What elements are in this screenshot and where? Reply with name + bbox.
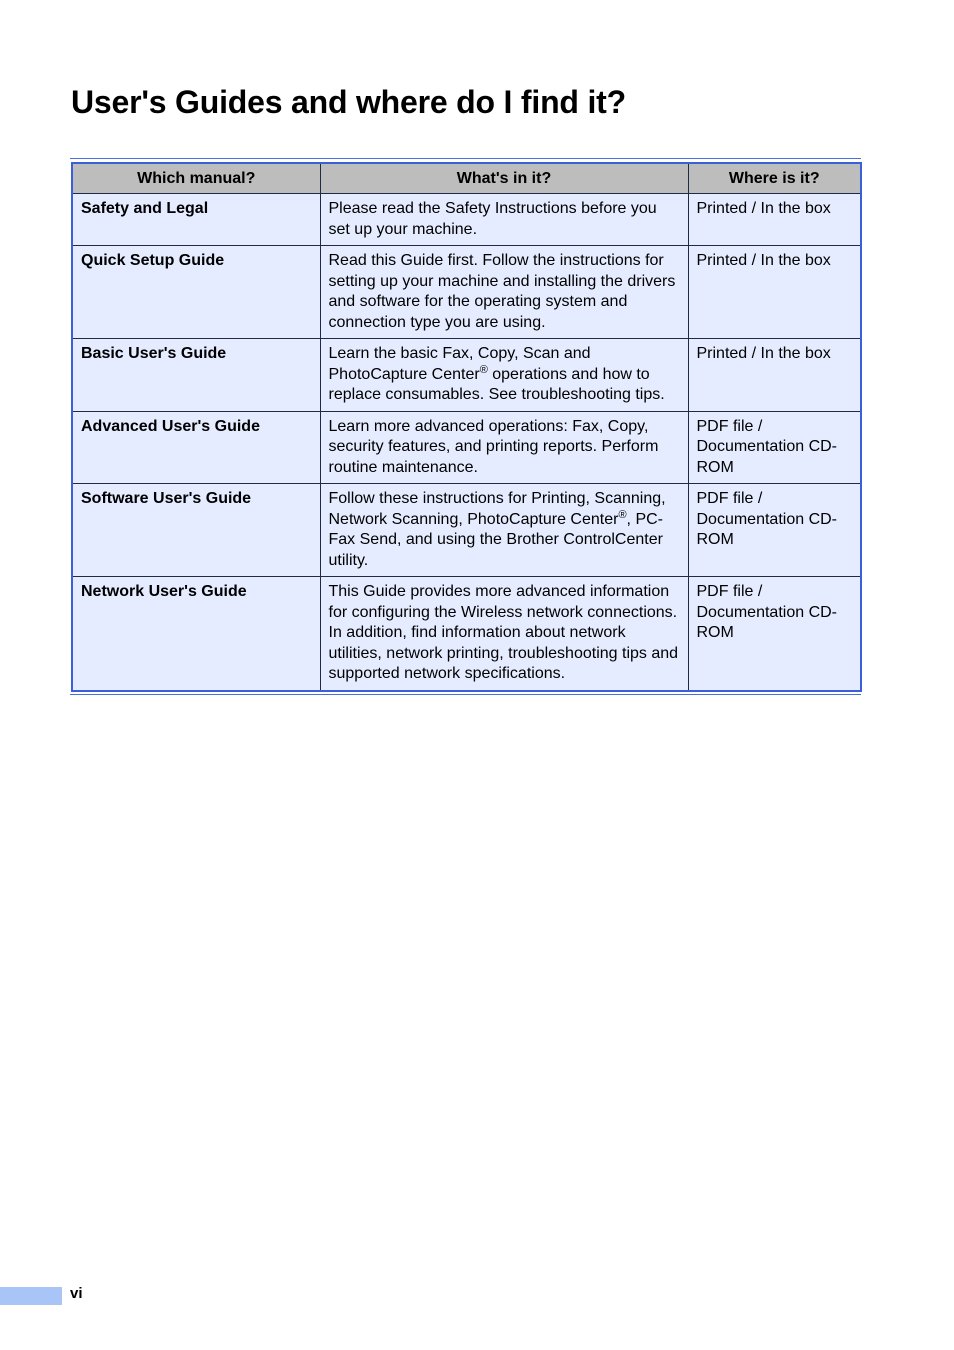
page-number: vi (70, 1285, 83, 1302)
table-row (72, 484, 861, 577)
contents-cell (320, 411, 688, 484)
location-cell: Printed / In the box (688, 194, 861, 246)
contents-text: This Guide provides more advanced information for configuring the Wireless network connections. In addition, find information about network utilities, network printing, troubleshooting tips and supported network specifications. (328, 583, 679, 682)
contents-text: Follow these instructions for Printing, Scanning, Network Scanning, PhotoCapture Center (328, 490, 666, 528)
contents-text: Read this Guide first. Follow the instructions for setting up your machine and installing the drivers and software for the operating system and connection type you are using. (328, 252, 676, 331)
table-row (72, 577, 861, 691)
contents-cell (320, 484, 688, 577)
table-row (72, 194, 861, 246)
table-row (72, 339, 861, 412)
page-tab-marker (0, 1287, 62, 1305)
manual-name-cell: Basic User's Guide (72, 339, 320, 412)
guides-table (71, 162, 862, 692)
registered-mark: ® (618, 508, 627, 521)
contents-cell (320, 339, 688, 412)
registered-mark: ® (479, 363, 488, 376)
guides-table-frame (70, 158, 861, 695)
location-cell: PDF file / Documentation CD-ROM (688, 411, 861, 484)
table-header-row (72, 163, 861, 194)
location-cell: PDF file / Documentation CD-ROM (688, 577, 861, 691)
manual-name-cell: Advanced User's Guide (72, 411, 320, 484)
contents-cell (320, 246, 688, 339)
contents-text: Please read the Safety Instructions before you set up your machine. (328, 200, 657, 238)
header-whats-in-it: What's in it? (320, 163, 688, 194)
location-cell: Printed / In the box (688, 339, 861, 412)
manual-name-cell: Software User's Guide (72, 484, 320, 577)
contents-cell (320, 194, 688, 246)
manual-name-cell: Quick Setup Guide (72, 246, 320, 339)
manual-name-cell: Safety and Legal (72, 194, 320, 246)
location-cell: Printed / In the box (688, 246, 861, 339)
header-which-manual: Which manual? (72, 163, 320, 194)
page-title: User's Guides and where do I find it? (71, 84, 626, 120)
table-row (72, 411, 861, 484)
location-cell: PDF file / Documentation CD-ROM (688, 484, 861, 577)
contents-cell (320, 577, 688, 691)
contents-text: Learn more advanced operations: Fax, Copy, security features, and printing reports. Perform routine maintenance. (328, 417, 659, 476)
contents-text: Learn the basic Fax, Copy, Scan and PhotoCapture Center (328, 345, 591, 383)
contents-text: , PC-Fax Send, and using the Brother ControlCenter utility. (328, 510, 663, 569)
table-row (72, 246, 861, 339)
manual-name-cell: Network User's Guide (72, 577, 320, 691)
contents-text: operations and how to replace consumables. See troubleshooting tips. (328, 365, 665, 403)
header-where-is-it: Where is it? (688, 163, 861, 194)
